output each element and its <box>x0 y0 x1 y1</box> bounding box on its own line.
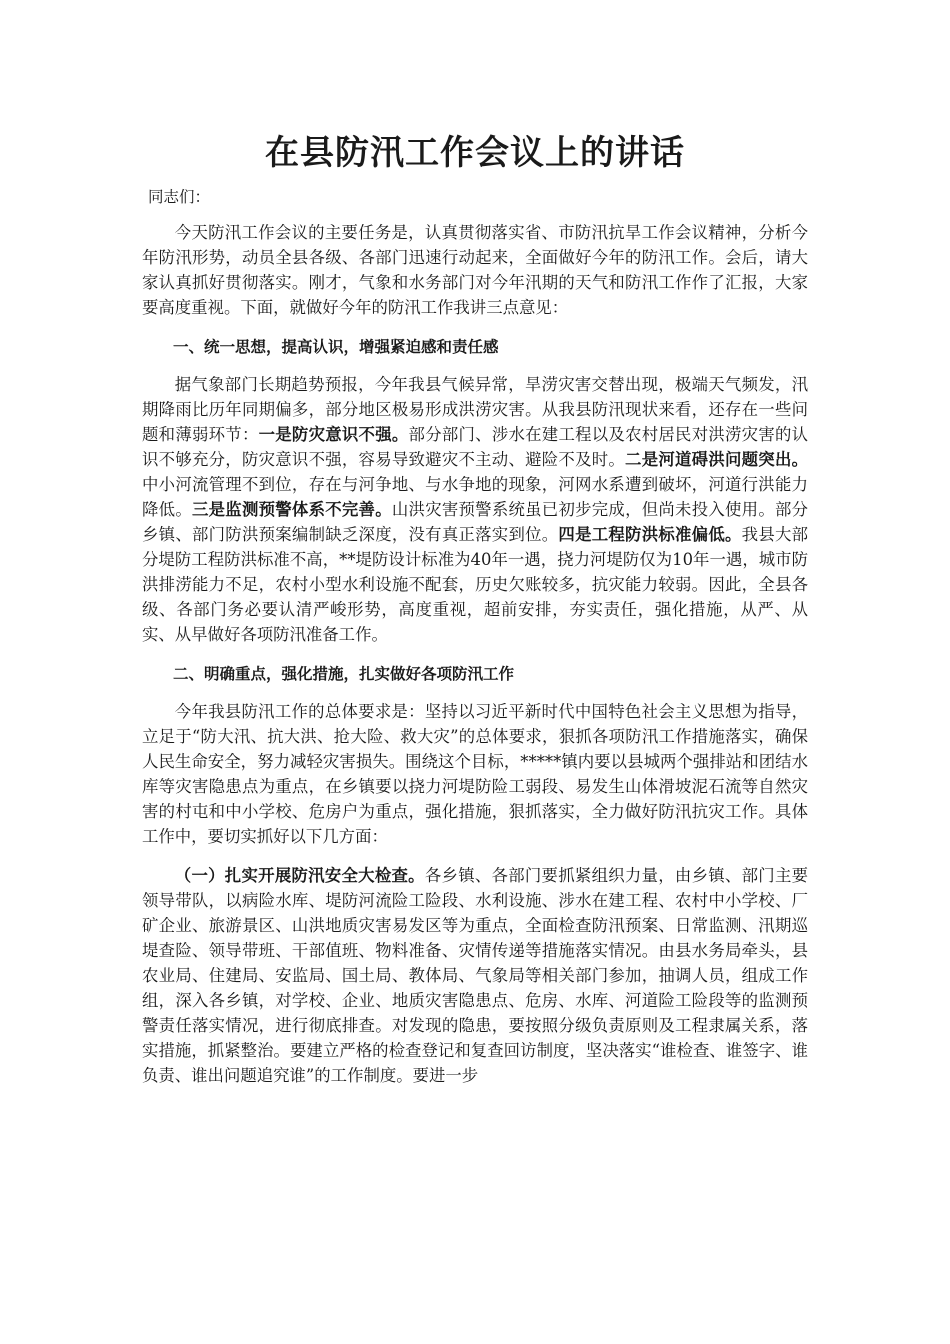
document-page <box>142 128 808 1102</box>
paragraph-text: 我县大部分堤防工程防洪标准不高，**堤防设计标准为40年一遇，挠力河堤防仅为10年一遇，城市防洪排涝能力不足，农村小型水利设施不配套，历史欠账较多，抗灾能力较弱。因此，全县各级、各部门务必要认清严峻形势，高度重视，超前安排，夯实责任，强化措施，从严、从实、从早做好各项防汛准备工作。 <box>142 525 809 644</box>
paragraph-text: 各乡镇、各部门要抓紧组织力量，由乡镇、部门主要领导带队，以病险水库、堤防河流险工险段、水利设施、涉水在建工程、农村中小学校、厂矿企业、旅游景区、山洪地质灾害易发区等为重点，全面检查防汛预案、日常监测、汛期巡堤查险、领导带班、干部值班、物料准备、灾情传递等措施落实情况。由县水务局牵头，县农业局、住建局、安监局、国土局、教体局、气象局等相关部门参加，抽调人员，组成工作组，深入各乡镇，对学校、企业、地质灾害隐患点、危房、水库、河道险工险段等的监测预警责任落实情况，进行彻底排查。对发现的隐患，要按照分级负责原则及工程隶属关系，落实措施，抓紧整治。要建立严格的检查登记和复查回访制度，坚决落实“谁检查、谁签字、谁负责、谁出问题追究谁”的工作制度。要进一步 <box>142 866 809 1085</box>
section2-heading: 二、明确重点，强化措施，扎实做好各项防汛工作 <box>173 665 515 683</box>
bold-point-4: 四是工程防洪标准偏低。 <box>558 525 742 544</box>
intro-paragraph: 今天防汛工作会议的主要任务是，认真贯彻落实省、市防汛抗旱工作会议精神，分析今年防汛形势，动员全县各级、各部门迅速行动起来，全面做好今年的防汛工作。会后，请大家认真抓好贯彻落实。刚才，气象和水务部门对今年汛期的天气和防汛工作作了汇报，大家要高度重视。下面，就做好今年的防汛工作我讲三点意见： <box>142 223 808 317</box>
section2-paragraph-1: 今年我县防汛工作的总体要求是：坚持以习近平新时代中国特色社会主义思想为指导，立足于“防大汛、抗大洪、抢大险、救大灾”的总体要求，狠抓各项防汛工作措施落实，确保人民生命安全，努力减轻灾害损失。围绕这个目标，*****镇内要以县城两个强排站和团结水库等灾害隐患点为重点，在乡镇要以挠力河堤防险工弱段、易发生山体滑坡泥石流等自然灾害的村屯和中小学校、危房户为重点，强化措施，狠抓落实，全力做好防汛抗灾工作。具体工作中，要切实抓好以下几方面： <box>142 702 808 846</box>
subsection-heading-1: （一）扎实开展防汛安全大检查。 <box>174 866 425 885</box>
section1-heading: 一、统一思想，提高认识，增强紧迫感和责任感 <box>173 338 499 356</box>
section2-paragraph-2 <box>142 863 808 1088</box>
document-title: 在县防汛工作会议上的讲话 <box>265 133 685 173</box>
bold-point-3: 三是监测预警体系不完善。 <box>191 500 392 519</box>
paragraph-text: 中小河流管理不到位，存在与河争地、与水争地的现象，河网水系遭到破坏，河道行洪能力降低。 <box>142 475 808 519</box>
paragraph-text: 据气象部门长期趋势预报，今年我县气候异常，旱涝灾害交替出现，极端天气频发，汛期降雨比历年同期偏多，部分地区极易形成洪涝灾害。从我县防汛现状来看，还存在一些问题和薄弱环节： <box>142 375 808 444</box>
bold-point-2: 二是河道碍洪问题突出。 <box>625 450 809 469</box>
salutation: 同志们： <box>148 188 211 206</box>
paragraph-text: 部分部门、涉水在建工程以及农村居民对洪涝灾害的认识不够充分，防灾意识不强，容易导致避灾不主动、避险不及时。 <box>142 425 809 469</box>
paragraph-text: 山洪灾害预警系统虽已初步完成，但尚未投入使用。部分乡镇、部门防洪预案编制缺乏深度，没有真正落实到位。 <box>142 500 809 544</box>
bold-point-1: 一是防灾意识不强。 <box>258 425 409 444</box>
section1-paragraph <box>142 372 808 647</box>
